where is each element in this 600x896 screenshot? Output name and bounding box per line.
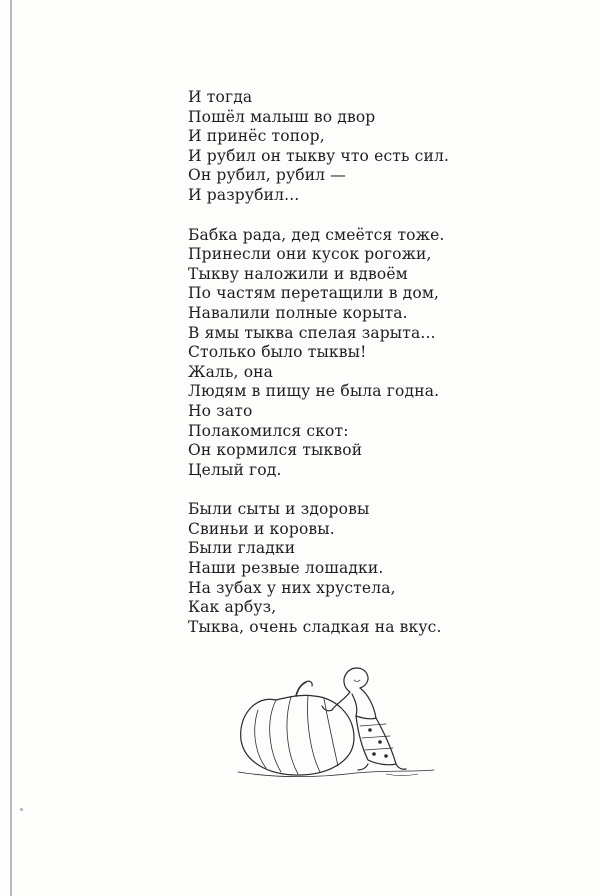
poem-line: И разрубил... — [188, 185, 300, 204]
poem-line: Были гладки — [188, 539, 296, 558]
poem-line: И тогда — [188, 88, 253, 106]
poem-line: Как арбуз, — [188, 598, 277, 617]
poem-line: Принесли они кусок рогожи, — [188, 245, 432, 264]
poem-line: Тыкву наложили и вдвоём — [188, 264, 408, 283]
poem-line: Тыква, очень сладкая на вкус. — [188, 617, 442, 636]
poem-line: И рубил он тыкву что есть сил. — [188, 146, 450, 165]
poem-line: Жаль, она — [188, 362, 274, 381]
poem-line: В ямы тыква спелая зарыта... — [188, 323, 436, 342]
poem-line: Но зато — [188, 401, 253, 420]
poem-line: Бабка рада, дед смеётся тоже. — [188, 225, 445, 244]
poem-line: Людям в пищу не была годна. — [188, 382, 440, 401]
poem-line: Полакомился скот: — [188, 421, 349, 440]
poem-line: Он рубил, рубил — — [188, 166, 346, 185]
poem-line: По частям перетащили в дом, — [188, 284, 440, 303]
stanza-3 — [188, 500, 488, 637]
stanza-1 — [188, 88, 488, 206]
poem-line: Столько было тыквы! — [188, 343, 367, 362]
page-edge-line — [10, 0, 12, 896]
poem-line: Наши резвые лошадки. — [188, 559, 384, 578]
grandmother-pushing-pumpkin-icon — [236, 660, 436, 780]
poem-text — [188, 88, 488, 637]
stanza-2 — [188, 226, 488, 481]
poem-line: Навалили полные корыта. — [188, 303, 408, 322]
poem-line: Были сыты и здоровы — [188, 500, 370, 519]
poem-line: И принёс топор, — [188, 127, 325, 146]
poem-line: Он кормился тыквой — [188, 441, 363, 460]
poem-line: Свиньи и коровы. — [188, 519, 335, 538]
print-speck — [20, 808, 23, 811]
poem-line: Целый год. — [188, 460, 282, 479]
poem-line: На зубах у них хрустела, — [188, 578, 396, 597]
poem-line: Пошёл малыш во двор — [188, 107, 376, 126]
